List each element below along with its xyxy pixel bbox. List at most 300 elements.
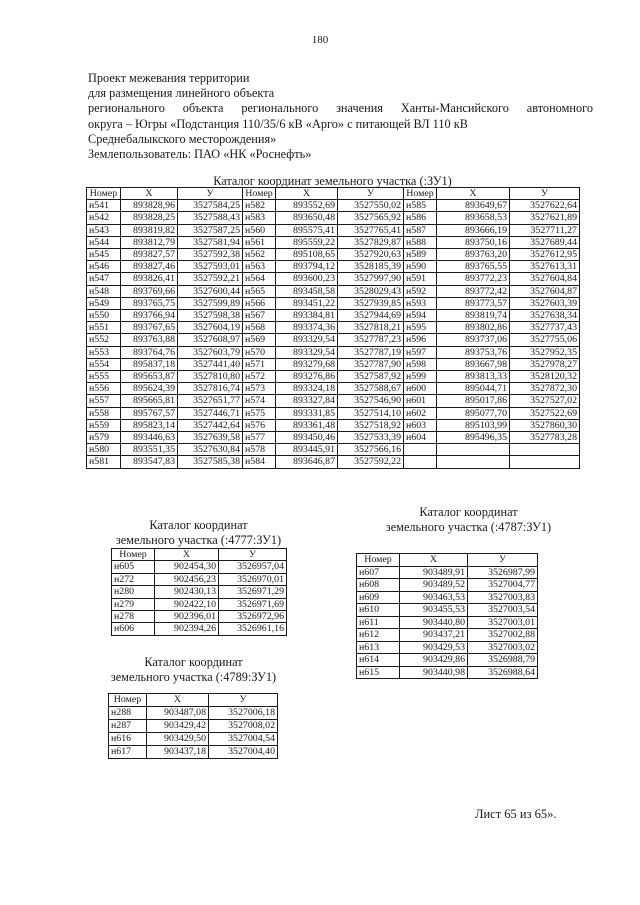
point-number-cell: н547 bbox=[87, 273, 121, 285]
coordinate-cell: 902430,13 bbox=[155, 586, 219, 598]
coordinate-cell: 3527598,38 bbox=[178, 310, 243, 322]
coordinate-cell: 893458,58 bbox=[276, 285, 338, 297]
coordinate-cell: 3527621,89 bbox=[510, 212, 580, 224]
table-row bbox=[112, 598, 287, 610]
column-header: X bbox=[155, 549, 219, 561]
table-row bbox=[87, 395, 580, 407]
point-number-cell: н613 bbox=[357, 641, 400, 654]
coordinate-cell: 3527997,90 bbox=[338, 273, 404, 285]
point-number-cell: н575 bbox=[243, 407, 276, 419]
column-header: У bbox=[510, 188, 580, 200]
point-number-cell: н614 bbox=[357, 654, 400, 667]
point-number-cell: н573 bbox=[243, 383, 276, 395]
coordinate-cell: 893773,57 bbox=[437, 297, 510, 309]
point-number-cell: н574 bbox=[243, 395, 276, 407]
coordinate-cell: 903429,53 bbox=[400, 641, 468, 654]
point-number-cell: н577 bbox=[243, 432, 276, 444]
catalog-4787-table bbox=[356, 553, 538, 679]
coordinate-cell: 893646,87 bbox=[276, 456, 338, 468]
coordinate-cell: 3527581,94 bbox=[178, 236, 243, 248]
table-row bbox=[87, 419, 580, 431]
coordinate-cell: 893384,81 bbox=[276, 310, 338, 322]
point-number-cell: н600 bbox=[404, 383, 437, 395]
coordinate-cell: 893750,16 bbox=[437, 236, 510, 248]
project-title-line-3 bbox=[88, 101, 593, 116]
coordinate-cell: 3527603,79 bbox=[178, 346, 243, 358]
point-number-cell: н584 bbox=[243, 456, 276, 468]
coordinate-cell: 903487,08 bbox=[147, 707, 209, 720]
point-number-cell: н598 bbox=[404, 358, 437, 370]
coordinate-cell: 3527737,43 bbox=[510, 322, 580, 334]
point-number-cell: н612 bbox=[357, 629, 400, 642]
point-number-cell: н556 bbox=[87, 383, 121, 395]
point-number-cell: н560 bbox=[243, 224, 276, 236]
table-row bbox=[87, 346, 580, 358]
column-header: X bbox=[437, 188, 510, 200]
point-number-cell: н564 bbox=[243, 273, 276, 285]
coordinate-cell: 3527550,02 bbox=[338, 200, 404, 212]
coordinate-cell: 893327,84 bbox=[276, 395, 338, 407]
coordinate-cell: 3527006,18 bbox=[209, 707, 278, 720]
project-title-word: регионального bbox=[241, 101, 319, 116]
coordinate-cell: 893819,74 bbox=[437, 310, 510, 322]
coordinate-cell: 3527592,22 bbox=[338, 456, 404, 468]
table-row bbox=[112, 586, 287, 598]
coordinate-cell: 3527565,92 bbox=[338, 212, 404, 224]
coordinate-cell: 893329,54 bbox=[276, 334, 338, 346]
point-number-cell: н579 bbox=[87, 432, 121, 444]
project-title-word: автономного bbox=[526, 101, 593, 116]
coordinate-cell: 893329,54 bbox=[276, 346, 338, 358]
column-header: X bbox=[276, 188, 338, 200]
coordinate-cell: 893766,94 bbox=[121, 310, 178, 322]
point-number-cell: н601 bbox=[404, 395, 437, 407]
coordinate-cell: 3527533,39 bbox=[338, 432, 404, 444]
point-number-cell: н592 bbox=[404, 285, 437, 297]
coordinate-cell: 893279,68 bbox=[276, 358, 338, 370]
table-row bbox=[87, 236, 580, 248]
coordinate-cell: 3527787,23 bbox=[338, 334, 404, 346]
coordinate-cell: 3527008,02 bbox=[209, 720, 278, 733]
coordinate-cell: 3528185,39 bbox=[338, 261, 404, 273]
column-header: Номер bbox=[357, 554, 400, 567]
column-header: X bbox=[400, 554, 468, 567]
coordinate-cell: 895823,14 bbox=[121, 419, 178, 431]
point-number-cell: н541 bbox=[87, 200, 121, 212]
coordinate-cell: 893324,18 bbox=[276, 383, 338, 395]
point-number-cell: н567 bbox=[243, 310, 276, 322]
column-header: Номер bbox=[112, 549, 155, 561]
point-number-cell: н582 bbox=[243, 200, 276, 212]
coordinate-cell: 895044,71 bbox=[437, 383, 510, 395]
point-number-cell: н594 bbox=[404, 310, 437, 322]
point-number-cell: н272 bbox=[112, 573, 155, 585]
table-row bbox=[87, 456, 580, 468]
point-number-cell: н559 bbox=[87, 419, 121, 431]
project-title bbox=[88, 71, 593, 162]
point-number-cell: н609 bbox=[357, 591, 400, 604]
coordinate-cell: 893451,22 bbox=[276, 297, 338, 309]
point-number-cell: н616 bbox=[109, 733, 147, 746]
coordinate-cell: 903429,50 bbox=[147, 733, 209, 746]
coordinate-cell: 893764,76 bbox=[121, 346, 178, 358]
coordinate-cell: 893767,65 bbox=[121, 322, 178, 334]
table-row bbox=[87, 224, 580, 236]
point-number-cell: н569 bbox=[243, 334, 276, 346]
table-row bbox=[87, 249, 580, 261]
column-header: X bbox=[147, 694, 209, 707]
table-row bbox=[112, 611, 287, 623]
coordinate-cell: 3527639,58 bbox=[178, 432, 243, 444]
coordinate-cell: 3527527,02 bbox=[510, 395, 580, 407]
coordinate-cell: 3527566,16 bbox=[338, 444, 404, 456]
point-number-cell: н607 bbox=[357, 566, 400, 579]
column-header: У bbox=[219, 549, 287, 561]
coordinate-cell: 903437,21 bbox=[400, 629, 468, 642]
catalog-4789-table bbox=[108, 693, 278, 759]
coordinate-cell: 893828,96 bbox=[121, 200, 178, 212]
coordinate-cell: 893765,55 bbox=[437, 261, 510, 273]
point-number-cell: н561 bbox=[243, 236, 276, 248]
coordinate-cell: 893826,41 bbox=[121, 273, 178, 285]
sheet-footer: Лист 65 из 65». bbox=[475, 807, 557, 821]
coordinate-cell: 895496,35 bbox=[437, 432, 510, 444]
table-row bbox=[87, 261, 580, 273]
column-header: X bbox=[121, 188, 178, 200]
point-number-cell: н590 bbox=[404, 261, 437, 273]
project-title-line-2: для размещения линейного объекта bbox=[88, 86, 275, 101]
coordinate-cell: 893812,79 bbox=[121, 236, 178, 248]
coordinate-cell: 3527944,69 bbox=[338, 310, 404, 322]
coordinate-cell: 3527441,40 bbox=[178, 358, 243, 370]
coordinate-cell: 3527920,63 bbox=[338, 249, 404, 261]
coordinate-cell: 3527787,90 bbox=[338, 358, 404, 370]
coordinate-cell: 3527978,27 bbox=[510, 358, 580, 370]
point-number-cell: н558 bbox=[87, 407, 121, 419]
point-number-cell: н546 bbox=[87, 261, 121, 273]
coordinate-cell: 903440,98 bbox=[400, 666, 468, 679]
coordinate-cell: 893769,66 bbox=[121, 285, 178, 297]
point-number-cell: н596 bbox=[404, 334, 437, 346]
coordinate-cell: 3527939,85 bbox=[338, 297, 404, 309]
coordinate-cell: 3527004,54 bbox=[209, 733, 278, 746]
coordinate-cell: 3527872,30 bbox=[510, 383, 580, 395]
table-row bbox=[87, 371, 580, 383]
coordinate-cell: 3526957,04 bbox=[219, 561, 287, 573]
column-header: Номер bbox=[87, 188, 121, 200]
coordinate-cell: 893361,48 bbox=[276, 419, 338, 431]
coordinate-cell: 895767,57 bbox=[121, 407, 178, 419]
column-header: Номер bbox=[404, 188, 437, 200]
table-row bbox=[87, 310, 580, 322]
table-row bbox=[357, 666, 538, 679]
point-number-cell: н578 bbox=[243, 444, 276, 456]
point-number-cell: н608 bbox=[357, 579, 400, 592]
caption-line: Каталог координат bbox=[419, 505, 518, 519]
coordinate-cell: 3527588,43 bbox=[178, 212, 243, 224]
table-row bbox=[109, 720, 278, 733]
coordinate-cell: 3526988,64 bbox=[468, 666, 538, 679]
coordinate-cell: 3527689,44 bbox=[510, 236, 580, 248]
coordinate-cell: 3527442,64 bbox=[178, 419, 243, 431]
table-row bbox=[87, 273, 580, 285]
point-number-cell: н587 bbox=[404, 224, 437, 236]
coordinate-cell: 3527003,01 bbox=[468, 616, 538, 629]
point-number-cell: н572 bbox=[243, 371, 276, 383]
project-title-line-1: Проект межевания территории bbox=[88, 71, 250, 85]
point-number-cell: н279 bbox=[112, 598, 155, 610]
table-header-row bbox=[357, 554, 538, 567]
coordinate-cell: 893649,67 bbox=[437, 200, 510, 212]
coordinate-cell: 3527860,30 bbox=[510, 419, 580, 431]
coordinate-cell: 895559,22 bbox=[276, 236, 338, 248]
project-title-word: Ханты-Мансийского bbox=[400, 101, 509, 116]
coordinate-cell: 902456,23 bbox=[155, 573, 219, 585]
coordinate-cell: 893772,42 bbox=[437, 285, 510, 297]
column-header: У bbox=[178, 188, 243, 200]
point-number-cell: н605 bbox=[112, 561, 155, 573]
catalog-zu1-table bbox=[86, 187, 580, 469]
coordinate-cell: 895665,81 bbox=[121, 395, 178, 407]
point-number-cell: н542 bbox=[87, 212, 121, 224]
coordinate-cell: 893828,25 bbox=[121, 212, 178, 224]
coordinate-cell: 893819,82 bbox=[121, 224, 178, 236]
coordinate-cell: 3527787,19 bbox=[338, 346, 404, 358]
coordinate-cell bbox=[437, 444, 510, 456]
coordinate-cell: 903455,53 bbox=[400, 604, 468, 617]
coordinate-cell: 893765,75 bbox=[121, 297, 178, 309]
page-number: 180 bbox=[311, 34, 329, 46]
coordinate-cell: 902394,26 bbox=[155, 623, 219, 635]
coordinate-cell: 893658,53 bbox=[437, 212, 510, 224]
coordinate-cell: 3526972,96 bbox=[219, 611, 287, 623]
coordinate-cell: 895108,65 bbox=[276, 249, 338, 261]
coordinate-cell: 895103,99 bbox=[437, 419, 510, 431]
point-number-cell: н576 bbox=[243, 419, 276, 431]
point-number-cell: н548 bbox=[87, 285, 121, 297]
coordinate-cell: 895017,86 bbox=[437, 395, 510, 407]
project-title-word: объекта bbox=[182, 101, 224, 116]
coordinate-cell: 893331,85 bbox=[276, 407, 338, 419]
coordinate-cell: 3527518,92 bbox=[338, 419, 404, 431]
coordinate-cell: 3527816,74 bbox=[178, 383, 243, 395]
coordinate-cell: 3527446,71 bbox=[178, 407, 243, 419]
point-number-cell: н568 bbox=[243, 322, 276, 334]
point-number-cell: н563 bbox=[243, 261, 276, 273]
coordinate-cell: 893763,20 bbox=[437, 249, 510, 261]
table-row bbox=[357, 566, 538, 579]
point-number-cell: н278 bbox=[112, 611, 155, 623]
table-row bbox=[357, 641, 538, 654]
coordinate-cell: 3526970,01 bbox=[219, 573, 287, 585]
table-row bbox=[109, 733, 278, 746]
column-header: У bbox=[338, 188, 404, 200]
point-number-cell: н581 bbox=[87, 456, 121, 468]
coordinate-cell: 893600,23 bbox=[276, 273, 338, 285]
coordinate-cell: 3527630,84 bbox=[178, 444, 243, 456]
table-row bbox=[87, 334, 580, 346]
coordinate-cell: 893794,12 bbox=[276, 261, 338, 273]
coordinate-cell: 893552,69 bbox=[276, 200, 338, 212]
project-title-word: регионального bbox=[88, 101, 165, 116]
point-number-cell: н586 bbox=[404, 212, 437, 224]
coordinate-cell: 893276,86 bbox=[276, 371, 338, 383]
table-header-row bbox=[109, 694, 278, 707]
table-row bbox=[87, 383, 580, 395]
coordinate-cell: 902396,01 bbox=[155, 611, 219, 623]
coordinate-cell: 893547,83 bbox=[121, 456, 178, 468]
coordinate-cell: 893446,63 bbox=[121, 432, 178, 444]
coordinate-cell: 3527600,44 bbox=[178, 285, 243, 297]
coordinate-cell: 903463,53 bbox=[400, 591, 468, 604]
table-row bbox=[109, 746, 278, 759]
coordinate-cell: 3527002,88 bbox=[468, 629, 538, 642]
table-row bbox=[357, 604, 538, 617]
coordinate-cell: 893667,98 bbox=[437, 358, 510, 370]
point-number-cell: н555 bbox=[87, 371, 121, 383]
table-row bbox=[87, 444, 580, 456]
coordinate-cell: 893827,46 bbox=[121, 261, 178, 273]
coordinate-cell: 3527592,38 bbox=[178, 249, 243, 261]
coordinate-cell: 3527587,92 bbox=[338, 371, 404, 383]
point-number-cell: н566 bbox=[243, 297, 276, 309]
coordinate-cell: 3527783,28 bbox=[510, 432, 580, 444]
caption-line: земельного участка (:4777:ЗУ1) bbox=[115, 533, 282, 547]
point-number-cell: н611 bbox=[357, 616, 400, 629]
coordinate-cell: 3527604,84 bbox=[510, 273, 580, 285]
table-row bbox=[87, 407, 580, 419]
point-number-cell: н544 bbox=[87, 236, 121, 248]
column-header: У bbox=[468, 554, 538, 567]
point-number-cell: н554 bbox=[87, 358, 121, 370]
coordinate-cell: 3527003,83 bbox=[468, 591, 538, 604]
coordinate-cell: 3527638,34 bbox=[510, 310, 580, 322]
project-title-line-5: Среднебалыкского месторождения» bbox=[88, 131, 277, 146]
coordinate-cell: 3527004,40 bbox=[209, 746, 278, 759]
coordinate-cell bbox=[510, 444, 580, 456]
coordinate-cell: 3527004,77 bbox=[468, 579, 538, 592]
coordinate-cell: 903489,91 bbox=[400, 566, 468, 579]
coordinate-cell: 3527522,69 bbox=[510, 407, 580, 419]
column-header: Номер bbox=[109, 694, 147, 707]
table-row bbox=[87, 432, 580, 444]
point-number-cell: н571 bbox=[243, 358, 276, 370]
coordinate-cell: 3526987,99 bbox=[468, 566, 538, 579]
coordinate-cell: 893650,48 bbox=[276, 212, 338, 224]
point-number-cell: н287 bbox=[109, 720, 147, 733]
point-number-cell: н591 bbox=[404, 273, 437, 285]
coordinate-cell: 3527810,80 bbox=[178, 371, 243, 383]
coordinate-cell: 893551,35 bbox=[121, 444, 178, 456]
coordinate-cell bbox=[510, 456, 580, 468]
coordinate-cell: 893737,06 bbox=[437, 334, 510, 346]
table-row bbox=[109, 707, 278, 720]
table-row bbox=[112, 561, 287, 573]
coordinate-cell: 893763,88 bbox=[121, 334, 178, 346]
table-row bbox=[357, 579, 538, 592]
coordinate-cell: 895624,39 bbox=[121, 383, 178, 395]
table-row bbox=[112, 623, 287, 635]
coordinate-cell: 3527608,97 bbox=[178, 334, 243, 346]
coordinate-cell: 3527818,21 bbox=[338, 322, 404, 334]
coordinate-cell: 3527604,19 bbox=[178, 322, 243, 334]
catalog-4777-caption bbox=[111, 518, 286, 548]
coordinate-cell: 893827,57 bbox=[121, 249, 178, 261]
coordinate-cell: 3527514,10 bbox=[338, 407, 404, 419]
table-row bbox=[87, 200, 580, 212]
table-row bbox=[357, 654, 538, 667]
point-number-cell: н589 bbox=[404, 249, 437, 261]
point-number-cell: н588 bbox=[404, 236, 437, 248]
coordinate-cell: 895575,41 bbox=[276, 224, 338, 236]
column-header: У bbox=[209, 694, 278, 707]
catalog-4777-table bbox=[111, 548, 287, 636]
coordinate-cell: 903429,86 bbox=[400, 654, 468, 667]
point-number-cell: н557 bbox=[87, 395, 121, 407]
coordinate-cell: 3527599,89 bbox=[178, 297, 243, 309]
point-number-cell: н545 bbox=[87, 249, 121, 261]
coordinate-cell: 893374,36 bbox=[276, 322, 338, 334]
coordinate-cell: 3528120,32 bbox=[510, 371, 580, 383]
coordinate-cell: 3527584,25 bbox=[178, 200, 243, 212]
table-header-row bbox=[87, 188, 580, 200]
coordinate-cell: 3526988,79 bbox=[468, 654, 538, 667]
coordinate-cell: 903489,52 bbox=[400, 579, 468, 592]
point-number-cell: н599 bbox=[404, 371, 437, 383]
point-number-cell: н565 bbox=[243, 285, 276, 297]
table-row bbox=[357, 616, 538, 629]
point-number-cell: н604 bbox=[404, 432, 437, 444]
coordinate-cell: 3527765,41 bbox=[338, 224, 404, 236]
point-number-cell: н580 bbox=[87, 444, 121, 456]
coordinate-cell: 3527622,64 bbox=[510, 200, 580, 212]
coordinate-cell: 3526961,16 bbox=[219, 623, 287, 635]
coordinate-cell: 3527003,02 bbox=[468, 641, 538, 654]
coordinate-cell: 3527003,54 bbox=[468, 604, 538, 617]
point-number-cell bbox=[404, 456, 437, 468]
coordinate-cell: 893445,91 bbox=[276, 444, 338, 456]
coordinate-cell: 3527604,87 bbox=[510, 285, 580, 297]
point-number-cell: н603 bbox=[404, 419, 437, 431]
coordinate-cell: 903437,18 bbox=[147, 746, 209, 759]
point-number-cell: н552 bbox=[87, 334, 121, 346]
coordinate-cell: 893802,86 bbox=[437, 322, 510, 334]
point-number-cell: н615 bbox=[357, 666, 400, 679]
coordinate-cell: 903429,42 bbox=[147, 720, 209, 733]
coordinate-cell: 902454,30 bbox=[155, 561, 219, 573]
coordinate-cell: 3527587,25 bbox=[178, 224, 243, 236]
coordinate-cell: 893450,46 bbox=[276, 432, 338, 444]
point-number-cell: н543 bbox=[87, 224, 121, 236]
point-number-cell: н617 bbox=[109, 746, 147, 759]
point-number-cell bbox=[404, 444, 437, 456]
land-user: Землепользователь: ПАО «НК «Роснефть» bbox=[88, 147, 312, 162]
coordinate-cell: 893813,33 bbox=[437, 371, 510, 383]
point-number-cell: н570 bbox=[243, 346, 276, 358]
project-title-line-4: округа – Югры «Подстанция 110/35/6 кВ «Арго» с питающей ВЛ 110 кВ bbox=[88, 116, 468, 131]
point-number-cell: н553 bbox=[87, 346, 121, 358]
caption-line: земельного участка (:4787:ЗУ1) bbox=[385, 520, 552, 534]
project-title-word: значения bbox=[336, 101, 383, 116]
point-number-cell: н610 bbox=[357, 604, 400, 617]
point-number-cell: н595 bbox=[404, 322, 437, 334]
coordinate-cell bbox=[437, 456, 510, 468]
point-number-cell: н585 bbox=[404, 200, 437, 212]
point-number-cell: н562 bbox=[243, 249, 276, 261]
coordinate-cell: 895653,87 bbox=[121, 371, 178, 383]
point-number-cell: н549 bbox=[87, 297, 121, 309]
coordinate-cell: 3527952,35 bbox=[510, 346, 580, 358]
